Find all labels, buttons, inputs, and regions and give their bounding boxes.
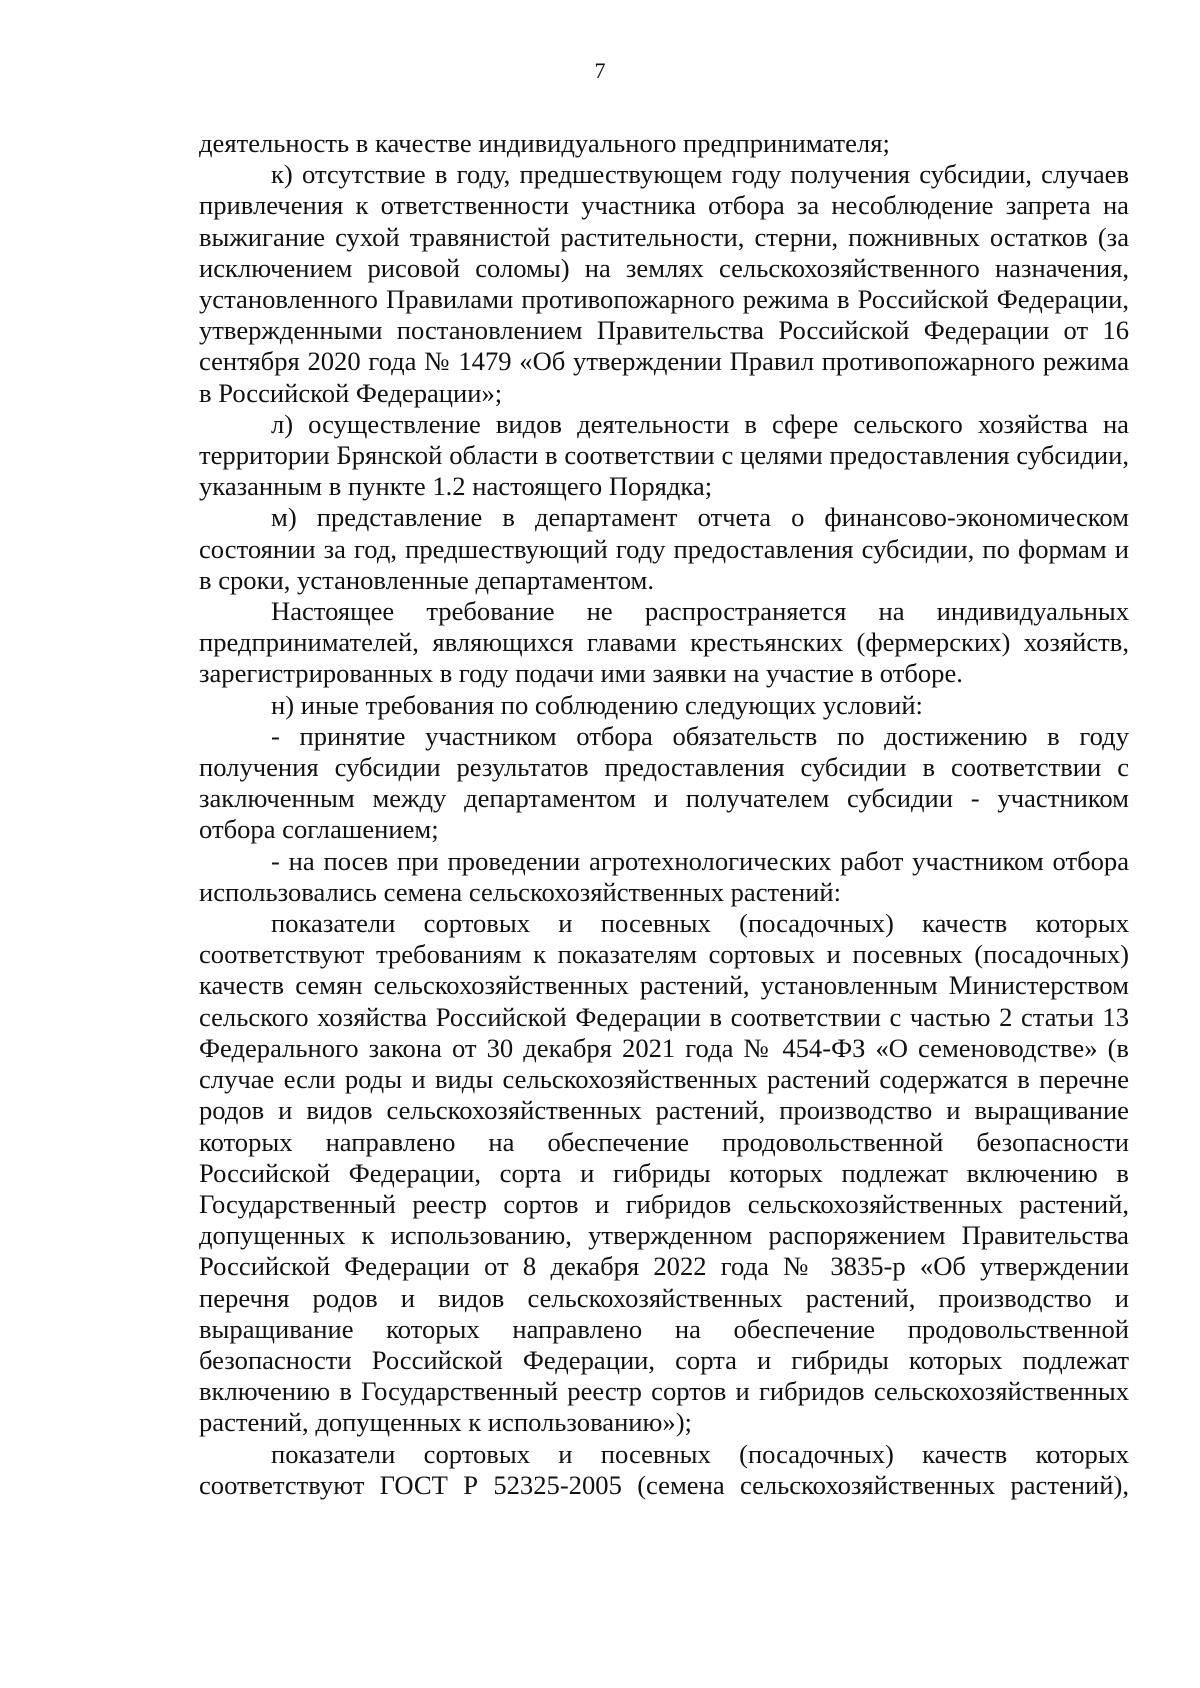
page-number: 7	[594, 58, 606, 83]
paragraph-seed-quality-requirements: показатели сортовых и посевных (посадочных) качеств которых соответствуют требованиям к показателям сортовых и посевных (посадочных) качеств семян сельскохозяйственных растений, установленным Министерством сельского хозяйства Российской Федерации в соответствии с частью 2 статьи 13 Федерального закона от 30 декабря 2021 года № 454-ФЗ «О семеноводстве» (в случае если роды и виды сельскохозяйственных растений содержатся в перечне родов и видов сельскохозяйственных растений, производство и выращивание которых направлено на обеспечение продовольственной безопасности Российской Федерации, сорта и гибриды которых подлежат включению в Государственный реестр сортов и гибридов сельскохозяйственных растений, допущенных к использованию, утвержденном распоряжением Правительства Российской Федерации от 8 декабря 2022 года № 3835-р «Об утверждении перечня родов и видов сельскохозяйственных растений, производство и выращивание которых направлено на обеспечение продовольственной безопасности Российской Федерации, сорта и гибриды которых подлежат включению в Государственный реестр сортов и гибридов сельскохозяйственных растений, допущенных к использованию»);	[199, 908, 1129, 1438]
document-body	[199, 128, 1129, 1501]
paragraph-item-n: н) иные требования по соблюдению следующих условий:	[271, 689, 923, 720]
paragraph-seed-quality-gost: показатели сортовых и посевных (посадочных) качеств которых соответствуют ГОСТ Р 52325-2005 (семена сельскохозяйственных растений),	[199, 1438, 1129, 1500]
paragraph-condition-obligations: - принятие участником отбора обязательств по достижению в году получения субсидии результатов предоставления субсидии в соответствии с заключенным между департаментом и получателем субсидии - участником отбора соглашением;	[199, 720, 1129, 845]
paragraph-item-l: л) осуществление видов деятельности в сфере сельского хозяйства на территории Брянской области в соответствии с целями предоставления субсидии, указанным в пункте 1.2 настоящего Порядка;	[199, 408, 1129, 502]
paragraph-continuation: деятельность в качестве индивидуального предпринимателя;	[199, 128, 890, 158]
paragraph-exception-note: Настоящее требование не распространяется на индивидуальных предпринимателей, являющихся главами крестьянских (фермерских) хозяйств, зарегистрированных в году подачи ими заявки на участие в отборе.	[199, 596, 1129, 689]
paragraph-condition-seeds: - на посев при проведении агротехнологических работ участником отбора использовались семена сельскохозяйственных растений:	[199, 845, 1129, 907]
paragraph-item-k: к) отсутствие в году, предшествующем году получения субсидии, случаев привлечения к ответственности участника отбора за несоблюдение запрета на выжигание сухой травянистой растительности, стерни, пожнивных остатков (за исключением рисовой соломы) на землях сельскохозяйственного назначения, установленного Правилами противопожарного режима в Российской Федерации, утвержденными постановлением Правительства Российской Федерации от 16 сентября 2020 года № 1479 «Об утверждении Правил противопожарного режима в Российской Федерации»;	[199, 159, 1129, 408]
paragraph-item-m: м) представление в департамент отчета о финансово-экономическом состоянии за год, предшествующий году предоставления субсидии, по формам и в сроки, установленные департаментом.	[199, 502, 1129, 595]
